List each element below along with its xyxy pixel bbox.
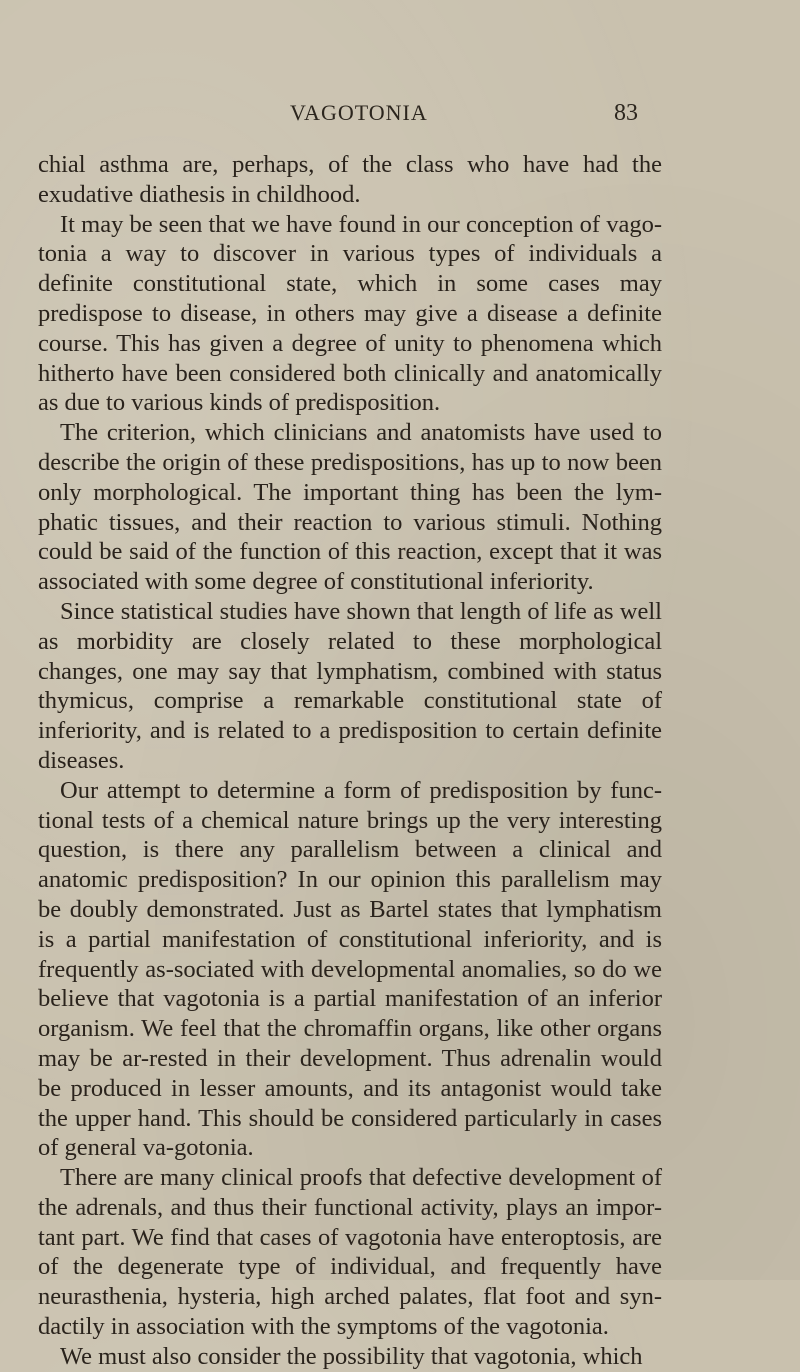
paragraph: The criterion, which clinicians and anatomists have used to describe the origin of these predispositions, has up to now been only morphological. The important thing has been the lym-phatic tissues, and their reaction to various stimuli. Nothing could be said of the function of this reaction, except that it was associated with some degree of constitutional inferiority. <box>38 419 662 596</box>
paragraph: It may be seen that we have found in our conception of vago-tonia a way to discover in various types of individuals a definite constitutional state, which in some cases may predispose to disease, in others may give a disease a definite course. This has given a degree of unity to phenomena which hitherto have been considered both clinically and anatomically as due to various kinds of predisposition. <box>38 210 662 417</box>
paragraph: Our attempt to determine a form of predisposition by func-tional tests of a chemical nature brings up the very interesting question, is there any parallelism between a clinical and anatomic predisposition? In our opinion this parallelism may be doubly demonstrated. Just as Bartel states that lymphatism is a partial manifestation of constitutional inferiority, and is frequently as-sociated with developmental anomalies, so do we believe that vagotonia is a partial manifestation of an inferior organism. We feel that the chromaffin organs, like other organs may be ar-rested in their development. Thus adrenalin would be produced in lesser amounts, and its antagonist would take the upper hand. This should be considered particularly in cases of general va-gotonia. <box>38 776 662 1162</box>
paragraph: We must also consider the possibility that vagotonia, which <box>60 1342 643 1370</box>
paragraph: Since statistical studies have shown that length of life as well as morbidity are closely related to these morphological changes, one may say that lymphatism, combined with status thymicus, comprise a remarkable constitutional state of inferiority, and is related to a predisposition to certain definite diseases. <box>38 597 662 774</box>
body-text <box>38 150 662 1372</box>
paragraph: chial asthma are, perhaps, of the class who have had the exudative diathesis in childhood. <box>38 151 662 208</box>
running-head <box>0 100 800 140</box>
page-number: 83 <box>614 100 638 126</box>
paragraph: There are many clinical proofs that defective development of the adrenals, and thus their functional activity, plays an impor-tant part. We find that cases of vagotonia have enteroptosis, are of the degenerate type of individual, and frequently have neurasthenia, hysteria, high arched palates, flat foot and syn-dactily in association with the symptoms of the vagotonia. <box>38 1164 662 1341</box>
running-title: VAGOTONIA <box>290 100 428 125</box>
